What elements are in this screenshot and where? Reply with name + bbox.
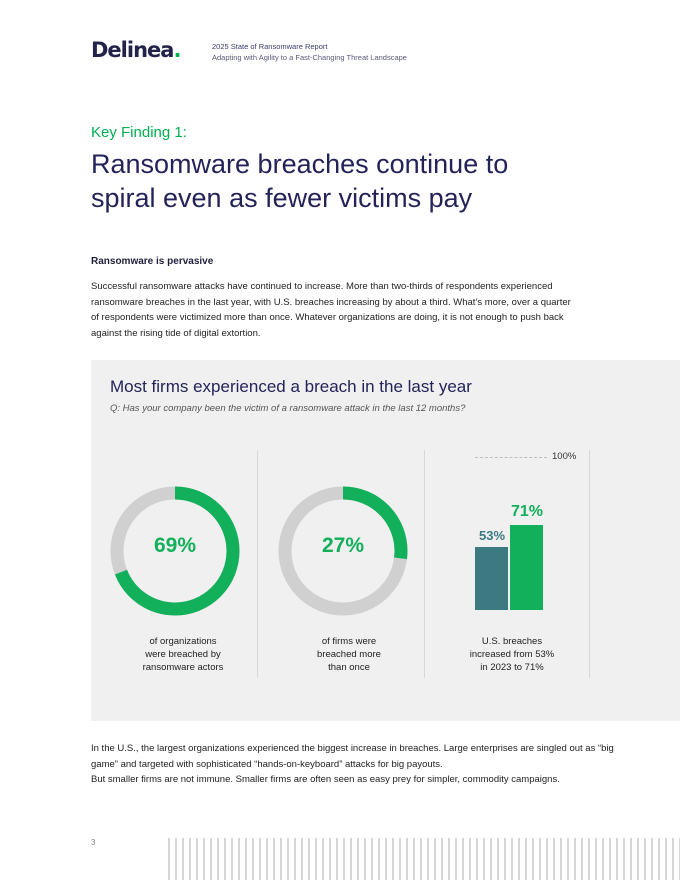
page-headline: Ransomware breaches continue to spiral even as fewer victims pay — [91, 149, 509, 213]
bar-2024 — [510, 525, 543, 610]
donut-value-label: 27% — [321, 534, 365, 557]
key-finding-label: Key Finding 1: — [91, 124, 187, 141]
bar-chart-us-breaches — [471, 450, 591, 610]
stat-caption: of organizations were breached by ransomware actors — [142, 636, 224, 673]
reference-label: 100% — [552, 451, 577, 462]
closing-paragraph: In the U.S., the largest organizations experienced the biggest increase in breaches. Large enterprises are singled out as “big game” and targeted with sophisticated “hands-on-keyboard” attacks for big payouts. But smaller firms are not immune. Smaller firms are often seen as easy prey for simpler, commodity campaigns. — [91, 743, 614, 785]
report-title: 2025 State of Ransomware Report — [212, 42, 328, 51]
donut-value-label: 69% — [153, 534, 197, 557]
bar-value-label: 53% — [478, 527, 506, 543]
page-number: 3 — [91, 838, 96, 847]
donut-chart-repeat — [276, 484, 410, 618]
donut-chart-breached — [108, 484, 242, 618]
chart-panel — [91, 360, 680, 721]
divider — [424, 450, 425, 678]
section-subheading: Ransomware is pervasive — [91, 256, 214, 267]
stat-caption: U.S. breaches increased from 53% in 2023 to 71% — [469, 636, 555, 673]
panel-title: Most firms experienced a breach in the last year — [110, 377, 472, 396]
bar-value-label: 71% — [510, 503, 544, 521]
intro-paragraph: Successful ransomware attacks have continued to increase. More than two-thirds of respondents experienced ransomware breaches in the last year, with U.S. breaches increasing by about a third. What’s more, over a quarter of respondents were victimized more than once. Whatever organizations are doing, it is not enough to push back against the rising tide of digital extortion. — [91, 281, 571, 339]
survey-question: Q: Has your company been the victim of a ransomware attack in the last 12 months? — [110, 403, 466, 414]
stat-caption: of firms were breached more than once — [317, 636, 381, 673]
bar-2023 — [475, 547, 508, 610]
report-header — [212, 41, 407, 63]
report-subtitle: Adapting with Agility to a Fast-Changing Threat Landscape — [212, 53, 407, 62]
decorative-stripes — [168, 838, 680, 880]
delinea-logo: Delinea. — [91, 38, 181, 62]
divider — [257, 450, 258, 678]
